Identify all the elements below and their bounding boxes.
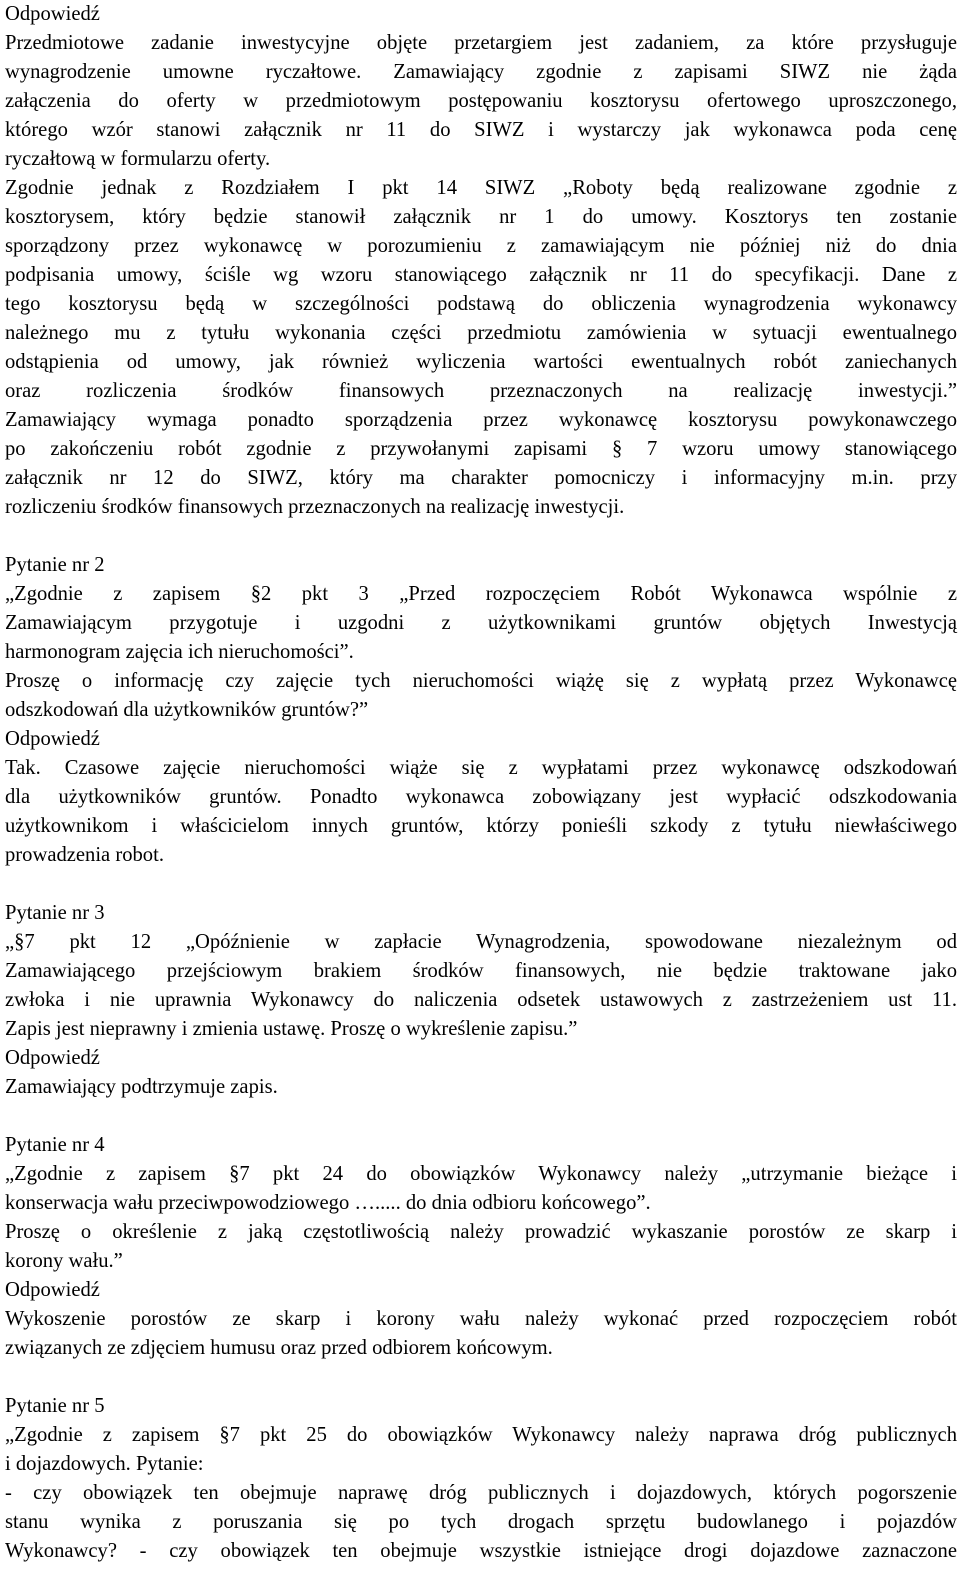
text-line: Odpowiedź [5, 728, 100, 750]
answer-1-text [5, 29, 957, 174]
text-line: odszkodowań dla użytkowników gruntów?” [5, 699, 369, 721]
text-line: Zamawiający wymaga ponadto sporządzenia przez wykonawcę kosztorysu powykonawczego [5, 409, 957, 431]
text-line: oraz rozliczenia środków finansowych przeznaczonych na realizację inwestycji.” [5, 380, 957, 402]
text-line: Zamawiający podtrzymuje zapis. [5, 1076, 278, 1098]
document-page [5, 0, 957, 1566]
question-4-heading [5, 1131, 957, 1160]
answer-3-text [5, 1073, 957, 1102]
text-line: Zgodnie jednak z Rozdziałem I pkt 14 SIWZ „Roboty będą realizowane zgodnie z [5, 177, 957, 199]
question-2-heading [5, 551, 957, 580]
text-line: harmonogram zajęcia ich nieruchomości”. [5, 641, 354, 663]
answer-2-text [5, 754, 957, 870]
spacer [5, 522, 957, 551]
spacer [5, 1102, 957, 1131]
question-3-text [5, 928, 957, 1044]
text-line: prowadzenia robot. [5, 844, 164, 866]
text-line: Wykonawcy? - czy obowiązek ten obejmuje wszystkie istniejące drogi dojazdowe zaznaczone [5, 1540, 957, 1562]
question-5-text [5, 1421, 957, 1566]
text-line: korony wału.” [5, 1250, 123, 1272]
text-line: konserwacja wału przeciwpowodziowego …..... do dnia odbioru końcowego”. [5, 1192, 651, 1214]
spacer [5, 870, 957, 899]
text-line: którego wzór stanowi załącznik nr 11 do SIWZ i wystarczy jak wykonawca poda cenę [5, 119, 957, 141]
text-line: kosztorysem, który będzie stanowił załącznik nr 1 do umowy. Kosztorys ten zostanie [5, 206, 957, 228]
text-line: zwłoka i nie uprawnia Wykonawcy do naliczenia odsetek ustawowych z zastrzeżeniem ust 11. [5, 989, 957, 1011]
text-line: „Zgodnie z zapisem §2 pkt 3 „Przed rozpoczęciem Robót Wykonawca wspólnie z [5, 583, 957, 605]
text-line: sporządzony przez wykonawcę w porozumieniu z zamawiającym nie później niż do dnia [5, 235, 957, 257]
answer-label-4 [5, 1276, 957, 1305]
question-2-text [5, 580, 957, 725]
answer-label-1 [5, 0, 957, 29]
text-line: „§7 pkt 12 „Opóźnienie w zapłacie Wynagrodzenia, spowodowane niezależnym od [5, 931, 957, 953]
text-line: Przedmiotowe zadanie inwestycyjne objęte przetargiem jest zadaniem, za które przysługuje [5, 32, 957, 54]
text-line: - czy obowiązek ten obejmuje naprawę dróg publicznych i dojazdowych, których pogorszenie [5, 1482, 957, 1504]
question-4-text [5, 1160, 957, 1276]
text-line: i dojazdowych. Pytanie: [5, 1453, 204, 1475]
text-line: wynagrodzenie umowne ryczałtowe. Zamawiający zgodnie z zapisami SIWZ nie żąda [5, 61, 957, 83]
text-line: rozliczeniu środków finansowych przeznaczonych na realizację inwestycji. [5, 496, 625, 518]
question-5-heading [5, 1392, 957, 1421]
text-line: Pytanie nr 3 [5, 902, 105, 924]
text-line: Proszę o informację czy zajęcie tych nieruchomości wiążę się z wypłatą przez Wykonawcę [5, 670, 957, 692]
text-line: Proszę o określenie z jaką częstotliwością należy prowadzić wykaszanie porostów ze skarp i [5, 1221, 957, 1243]
text-line: Odpowiedź [5, 3, 100, 25]
text-line: „Zgodnie z zapisem §7 pkt 25 do obowiązków Wykonawcy należy naprawa dróg publicznych [5, 1424, 957, 1446]
text-line: użytkownikom i właścicielom innych gruntów, którzy ponieśli szkody z tytułu niewłaściwego [5, 815, 957, 837]
answer-label-2 [5, 725, 957, 754]
answer-label-3 [5, 1044, 957, 1073]
text-line: Wykoszenie porostów ze skarp i korony wału należy wykonać przed rozpoczęciem robót [5, 1308, 957, 1330]
text-line: odstąpienia od umowy, jak również wyliczenia wartości ewentualnych robót zaniechanych [5, 351, 957, 373]
text-line: Odpowiedź [5, 1279, 100, 1301]
spacer [5, 1363, 957, 1392]
text-line: Zapis jest nieprawny i zmienia ustawę. Proszę o wykreślenie zapisu.” [5, 1018, 578, 1040]
text-line: tego kosztorysu będą w szczególności podstawą do obliczenia wynagrodzenia wykonawcy [5, 293, 957, 315]
text-line: Pytanie nr 4 [5, 1134, 105, 1156]
text-line: stanu wynika z poruszania się po tych drogach sprzętu budowlanego i pojazdów [5, 1511, 957, 1533]
text-line: ryczałtową w formularzu oferty. [5, 148, 271, 170]
question-3-heading [5, 899, 957, 928]
text-line: dla użytkowników gruntów. Ponadto wykonawca zobowiązany jest wypłacić odszkodowania [5, 786, 957, 808]
text-line: załącznik nr 12 do SIWZ, który ma charakter pomocniczy i informacyjny m.in. przy [5, 467, 957, 489]
text-line: podpisania umowy, ściśle wg wzoru stanowiącego załącznik nr 11 do specyfikacji. Dane z [5, 264, 957, 286]
text-line: po zakończeniu robót zgodnie z przywołanymi zapisami § 7 wzoru umowy stanowiącego [5, 438, 957, 460]
text-line: Pytanie nr 5 [5, 1395, 105, 1417]
text-line: związanych ze zdjęciem humusu oraz przed odbiorem końcowym. [5, 1337, 553, 1359]
answer-1-continuation [5, 174, 957, 522]
text-line: Zamawiającego przejściowym brakiem środków finansowych, nie będzie traktowane jako [5, 960, 957, 982]
text-line: Pytanie nr 2 [5, 554, 105, 576]
text-line: Odpowiedź [5, 1047, 100, 1069]
text-line: załączenia do oferty w przedmiotowym postępowaniu kosztorysu ofertowego uproszczonego, [5, 90, 957, 112]
text-line: Zamawiającym przygotuje i uzgodni z użytkownikami gruntów objętych Inwestycją [5, 612, 957, 634]
text-line: Tak. Czasowe zajęcie nieruchomości wiąże się z wypłatami przez wykonawcę odszkodowań [5, 757, 957, 779]
text-line: „Zgodnie z zapisem §7 pkt 24 do obowiązków Wykonawcy należy „utrzymanie bieżące i [5, 1163, 957, 1185]
text-line: należnego mu z tytułu wykonania części przedmiotu zamówienia w sytuacji ewentualnego [5, 322, 957, 344]
answer-4-text [5, 1305, 957, 1363]
